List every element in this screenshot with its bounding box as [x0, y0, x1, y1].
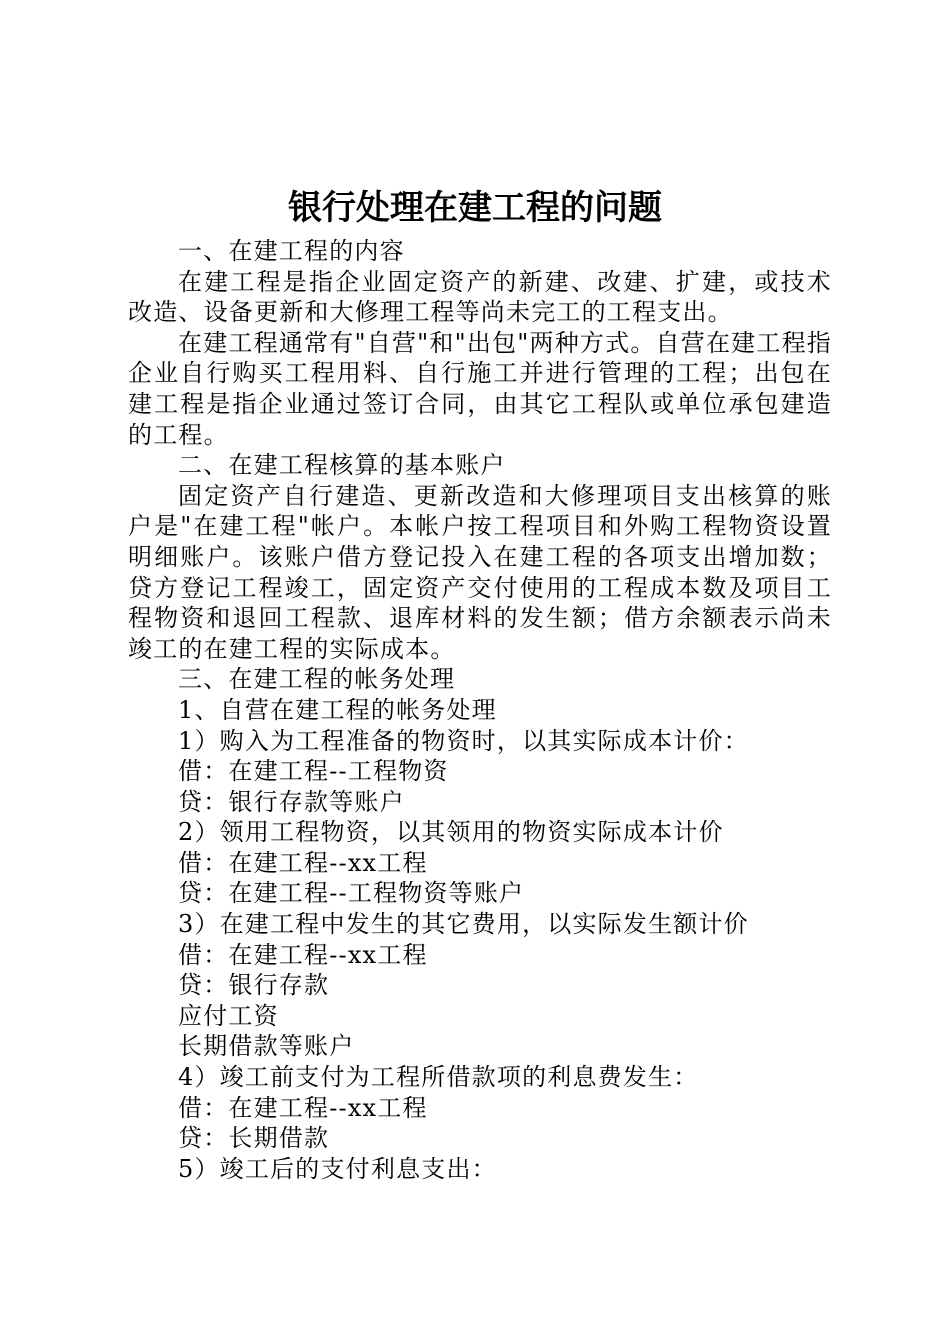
- paragraph: 在建工程是指企业固定资产的新建、改建、扩建，或技术改造、设备更新和大修理工程等尚未完工的工程支出。: [128, 267, 832, 327]
- journal-entry-line: 借：在建工程--工程物资: [178, 757, 449, 786]
- section-heading: 一、在建工程的内容: [178, 237, 405, 265]
- document-body: [128, 236, 832, 1184]
- journal-entry-line: 应付工资: [178, 1001, 279, 1030]
- journal-entry-line: 借：在建工程--xx工程: [178, 940, 428, 969]
- step-line: 3）在建工程中发生的其它费用，以实际发生额计价: [178, 910, 749, 939]
- journal-entry-line: 贷：银行存款: [178, 971, 330, 1000]
- section-heading: 二、在建工程核算的基本账户: [178, 451, 506, 480]
- paragraph: 在建工程通常有"自营"和"出包"两种方式。自营在建工程指企业自行购买工程用料、自行施工并进行管理的工程；出包在建工程是指企业通过签订合同，由其它工程队或单位承包建造的工程。: [128, 328, 832, 449]
- journal-entry-line: 贷：银行存款等账户: [178, 787, 405, 816]
- step-line: 2）领用工程物资，以其领用的物资实际成本计价: [178, 818, 724, 847]
- journal-entry-line: 借：在建工程--xx工程: [178, 848, 428, 877]
- subsection-heading: 1、自营在建工程的帐务处理: [178, 695, 497, 724]
- document-title: 银行处理在建工程的问题: [288, 188, 662, 228]
- journal-entry-line: 长期借款等账户: [178, 1032, 355, 1061]
- step-line: 4）竣工前支付为工程所借款项的利息费发生：: [178, 1063, 699, 1092]
- step-line: 1）购入为工程准备的物资时，以其实际成本计价：: [178, 726, 749, 755]
- journal-entry-line: 贷：长期借款: [178, 1124, 330, 1153]
- step-line: 5）竣工后的支付利息支出：: [178, 1154, 497, 1183]
- section-heading: 三、在建工程的帐务处理: [178, 665, 456, 694]
- journal-entry-line: 借：在建工程--xx工程: [178, 1093, 428, 1122]
- paragraph: 固定资产自行建造、更新改造和大修理项目支出核算的账户是"在建工程"帐户。本帐户按工程项目和外购工程物资设置明细账户。该账户借方登记投入在建工程的各项支出增加数；贷方登记工程竣工，固定资产交付使用的工程成本数及项目工程物资和退回工程款、退库材料的发生额；借方余额表示尚未竣工的在建工程的实际成本。: [128, 481, 832, 663]
- journal-entry-line: 贷：在建工程--工程物资等账户: [178, 879, 525, 908]
